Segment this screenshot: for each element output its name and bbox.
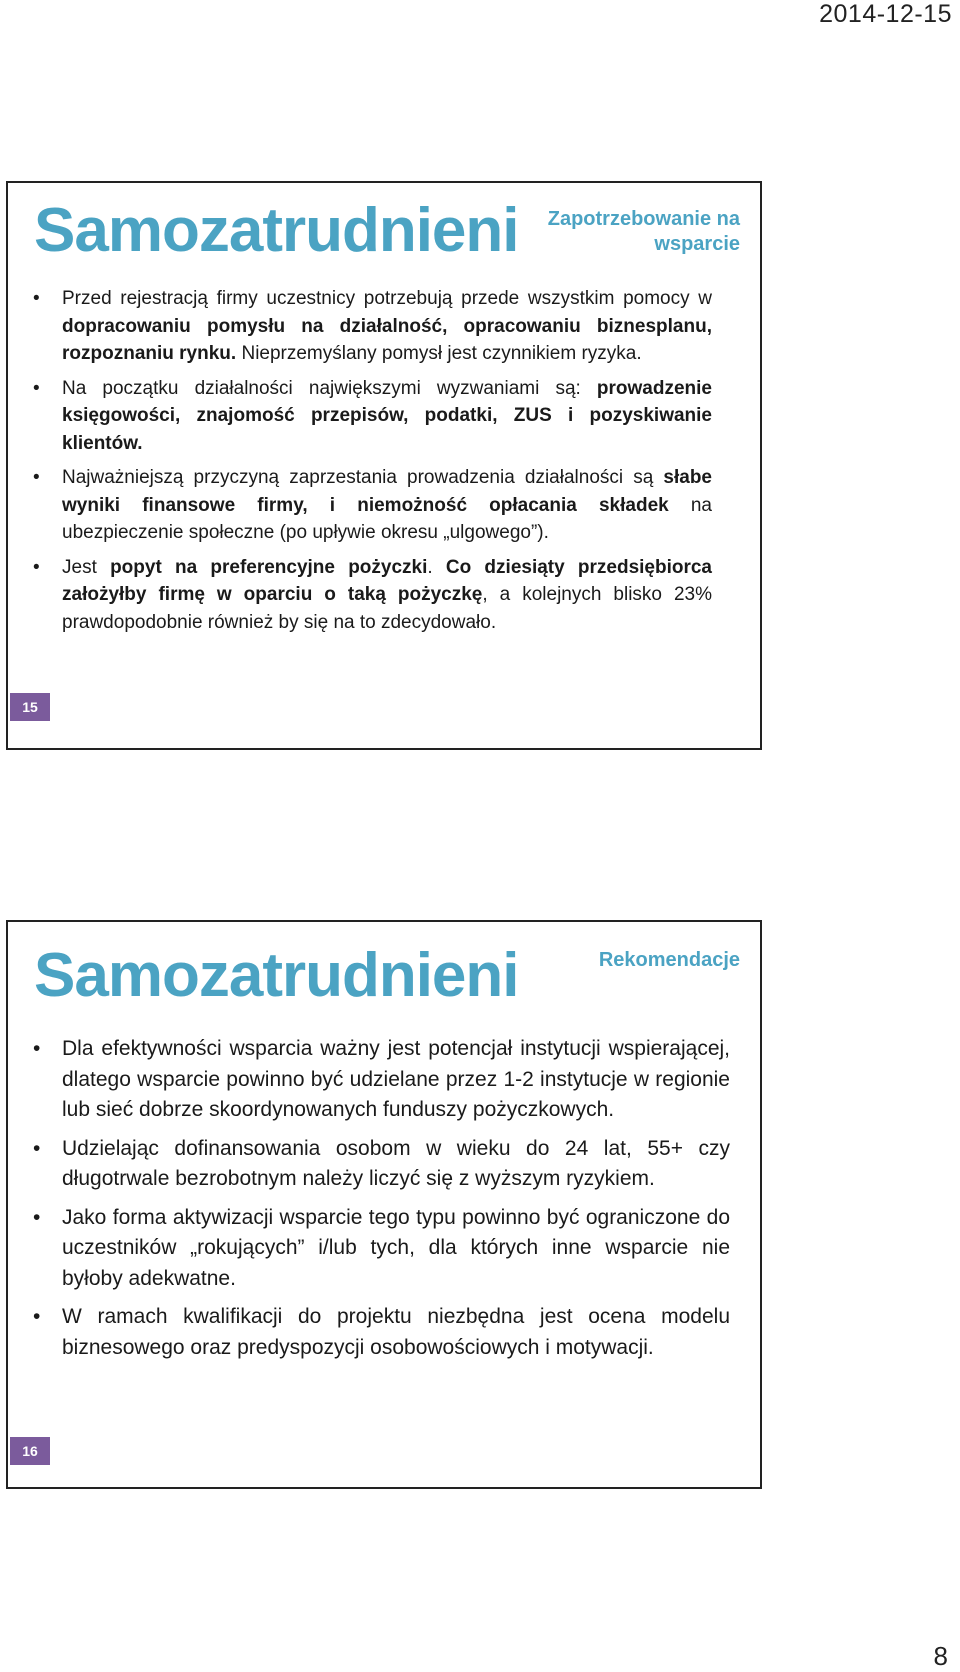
bullet-item bbox=[30, 375, 712, 458]
bullet-text: na ubezpieczenie społeczne (po upływie okresu „ulgowego”). bbox=[62, 494, 712, 543]
bullet-dot-icon: • bbox=[33, 1205, 41, 1229]
page-date: 2014-12-15 bbox=[819, 0, 952, 28]
bullet-text-bold: Co dziesiąty przedsiębiorca założyłby firmę w oparciu o taką pożyczkę bbox=[62, 556, 713, 605]
bullet-text-bold: dopracowaniu pomysłu na działalność, opracowaniu biznesplanu, rozpoznaniu rynku. bbox=[62, 315, 712, 364]
slide-number-badge: 16 bbox=[10, 1437, 50, 1465]
bullet-dot-icon: • bbox=[33, 556, 40, 578]
bullet-item bbox=[30, 464, 712, 547]
slide-title: Samozatrudnieni bbox=[34, 941, 519, 1010]
slide-number-badge: 15 bbox=[10, 693, 50, 721]
bullet-item bbox=[30, 1134, 730, 1195]
bullet-text-bold: prowadzenie księgowości, znajomość przepisów, podatki, ZUS i pozyskiwanie klientów. bbox=[62, 377, 712, 454]
bullet-list bbox=[30, 285, 712, 643]
bullet-dot-icon: • bbox=[33, 1037, 41, 1060]
bullet-item bbox=[30, 1034, 730, 1126]
bullet-text: Przed rejestracją firmy uczestnicy potrzebują przede wszystkim pomocy w bbox=[62, 288, 712, 309]
bullet-dot-icon: • bbox=[33, 467, 40, 488]
slide-title: Samozatrudnieni bbox=[34, 196, 519, 265]
bullet-dot-icon: • bbox=[33, 377, 40, 399]
bullet-text-bold: popyt na preferencyjne pożyczki bbox=[110, 556, 428, 578]
bullet-item bbox=[30, 554, 712, 637]
bullet-text: Udzielając dofinansowania osobom w wieku do 24 lat, 55+ czy długotrwale bezrobotnym należy liczyć się z wyższym ryzykiem. bbox=[62, 1136, 730, 1190]
bullet-item bbox=[30, 1302, 730, 1363]
slide-15 bbox=[6, 181, 762, 750]
bullet-dot-icon: • bbox=[33, 1136, 41, 1160]
bullet-dot-icon: • bbox=[33, 1305, 41, 1328]
slide-16 bbox=[6, 920, 762, 1489]
bullet-text: Jest bbox=[62, 556, 111, 578]
bullet-list bbox=[30, 1034, 730, 1371]
slide-subtitle: Zapotrzebowanie na wsparcie bbox=[547, 208, 740, 255]
bullet-text: Na początku działalności największymi wyzwaniami są: bbox=[62, 377, 597, 399]
slide-subtitle: Rekomendacje bbox=[598, 949, 740, 971]
bullet-item bbox=[30, 285, 712, 368]
bullet-text: . bbox=[427, 556, 446, 578]
bullet-text: Nieprzemyślany pomysł jest czynnikiem ryzyka. bbox=[236, 343, 642, 364]
bullet-dot-icon: • bbox=[33, 288, 40, 309]
bullet-text: Jako forma aktywizacji wsparcie tego typu powinno być ograniczone do uczestników „rokujących” i/lub tych, dla których inne wsparcie nie byłoby adekwatne. bbox=[62, 1205, 730, 1290]
bullet-item bbox=[30, 1203, 730, 1295]
page-number: 8 bbox=[933, 1641, 948, 1671]
bullet-text: , a kolejnych blisko 23% prawdopodobnie również by się na to zdecydowało. bbox=[62, 584, 713, 633]
bullet-text: Dla efektywności wsparcia ważny jest potencjał instytucji wspierającej, dlatego wsparcie powinno być udzielane przez 1-2 instytucje w regionie lub sieć dobrze skoordynowanych funduszy pożyczkowych. bbox=[62, 1037, 730, 1121]
bullet-text-bold: słabe wyniki finansowe firmy, i niemożność opłacania składek bbox=[62, 467, 712, 516]
bullet-text: W ramach kwalifikacji do projektu niezbędna jest ocena modelu biznesowego oraz predyspozycji osobowościowych i motywacji. bbox=[62, 1305, 730, 1359]
bullet-text: Najważniejszą przyczyną zaprzestania prowadzenia działalności są bbox=[62, 467, 664, 488]
